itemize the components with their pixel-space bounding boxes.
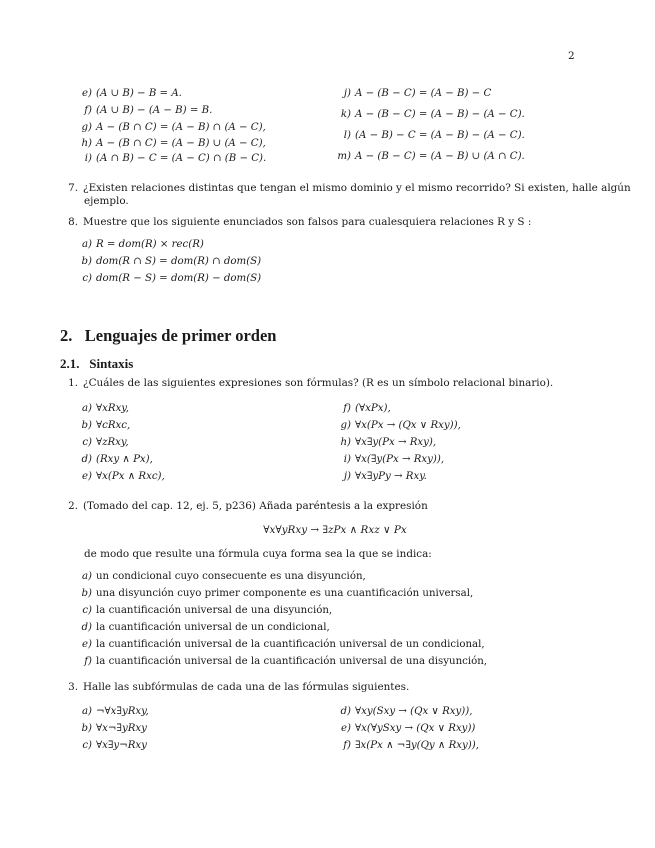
list-item: b) ∀cRxc, bbox=[81, 420, 131, 431]
page-number: 2 bbox=[568, 50, 575, 62]
display-formula: ∀x∀yRxy → ∃zPx ∧ Rxz ∨ Px bbox=[263, 524, 407, 536]
list-item: j) ∀x∃yPy → Rxy. bbox=[343, 471, 427, 482]
list-item: l) (A − B) − C = (A − B) − (A − C). bbox=[343, 130, 525, 141]
list-item: h) A − (B ∩ C) = (A − B) ∪ (A − C), bbox=[81, 138, 266, 149]
list-item: m) A − (B − C) = (A − B) ∪ (A ∩ C). bbox=[337, 151, 525, 162]
list-item: e) la cuantificación universal de la cuantificación universal de un condicional, bbox=[81, 639, 485, 650]
list-item: d) la cuantificación universal de un condicional, bbox=[81, 622, 330, 633]
list-item: d) ∀xy(Sxy → (Qx ∨ Rxy)), bbox=[340, 706, 473, 717]
list-item: a) ¬∀x∃yRxy, bbox=[81, 706, 149, 717]
list-item: k) A − (B − C) = (A − B) − (A − C). bbox=[340, 109, 525, 120]
problem-7-continuation: ejemplo. bbox=[84, 195, 129, 207]
list-item: e) ∀x(∀ySxy → (Qx ∨ Rxy)) bbox=[340, 723, 476, 734]
list-item: c) ∀x∃y¬Rxy bbox=[82, 740, 147, 751]
list-item: e) ∀x(Px ∧ Rxc), bbox=[81, 471, 165, 482]
problem-7: 7. ¿Existen relaciones distintas que tengan el mismo dominio y el mismo recorrido? Si existen, halle algún bbox=[68, 182, 631, 194]
section-heading: 2. Lenguajes de primer orden bbox=[60, 326, 277, 345]
question-2: 2. (Tomado del cap. 12, ej. 5, p236) Añada paréntesis a la expresión bbox=[68, 500, 428, 512]
list-item: a) R = dom(R) × rec(R) bbox=[81, 239, 204, 250]
list-item: a) ∀xRxy, bbox=[81, 403, 129, 414]
list-item: g) A − (B ∩ C) = (A − B) ∩ (A − C), bbox=[81, 122, 266, 133]
list-item: f) ∃x(Px ∧ ¬∃y(Qy ∧ Rxy)), bbox=[343, 740, 479, 751]
list-item: i) (A ∩ B) − C = (A − C) ∩ (B − C). bbox=[84, 153, 267, 164]
list-item: c) dom(R − S) = dom(R) − dom(S) bbox=[82, 273, 262, 284]
list-item: c) la cuantificación universal de una disyunción, bbox=[82, 605, 333, 616]
list-item: b) una disyunción cuyo primer componente es una cuantificación universal, bbox=[81, 588, 474, 599]
list-item: d) (Rxy ∧ Px), bbox=[81, 454, 153, 465]
list-item: f) (A ∪ B) − (A − B) = B. bbox=[84, 105, 213, 116]
list-item: b) dom(R ∩ S) = dom(R) ∩ dom(S) bbox=[81, 256, 262, 267]
list-item: a) un condicional cuyo consecuente es una disyunción, bbox=[81, 571, 366, 582]
subsection-heading: 2.1. Sintaxis bbox=[60, 356, 134, 371]
question-1: 1. ¿Cuáles de las siguientes expresiones son fórmulas? (R es un símbolo relacional binario). bbox=[68, 377, 554, 389]
list-item: e) (A ∪ B) − B = A. bbox=[81, 88, 182, 99]
list-item: f) (∀xPx), bbox=[343, 403, 391, 414]
list-item: i) ∀x(∃y(Px → Rxy)), bbox=[343, 454, 445, 465]
question-3: 3. Halle las subfórmulas de cada una de las fórmulas siguientes. bbox=[68, 681, 410, 693]
list-item: g) ∀x(Px → (Qx ∨ Rxy)), bbox=[340, 420, 461, 431]
list-item: h) ∀x∃y(Px → Rxy), bbox=[340, 437, 437, 448]
list-item: j) A − (B − C) = (A − B) − C bbox=[343, 88, 492, 99]
list-item: c) ∀zRxy, bbox=[82, 437, 129, 448]
question-2-instruction: de modo que resulte una fórmula cuya forma sea la que se indica: bbox=[84, 548, 432, 560]
problem-8: 8. Muestre que los siguiente enunciados son falsos para cualesquiera relaciones R y S : bbox=[68, 216, 532, 228]
list-item: b) ∀x¬∃yRxy bbox=[81, 723, 147, 734]
list-item: f) la cuantificación universal de la cuantificación universal de una disyunción, bbox=[84, 656, 488, 667]
